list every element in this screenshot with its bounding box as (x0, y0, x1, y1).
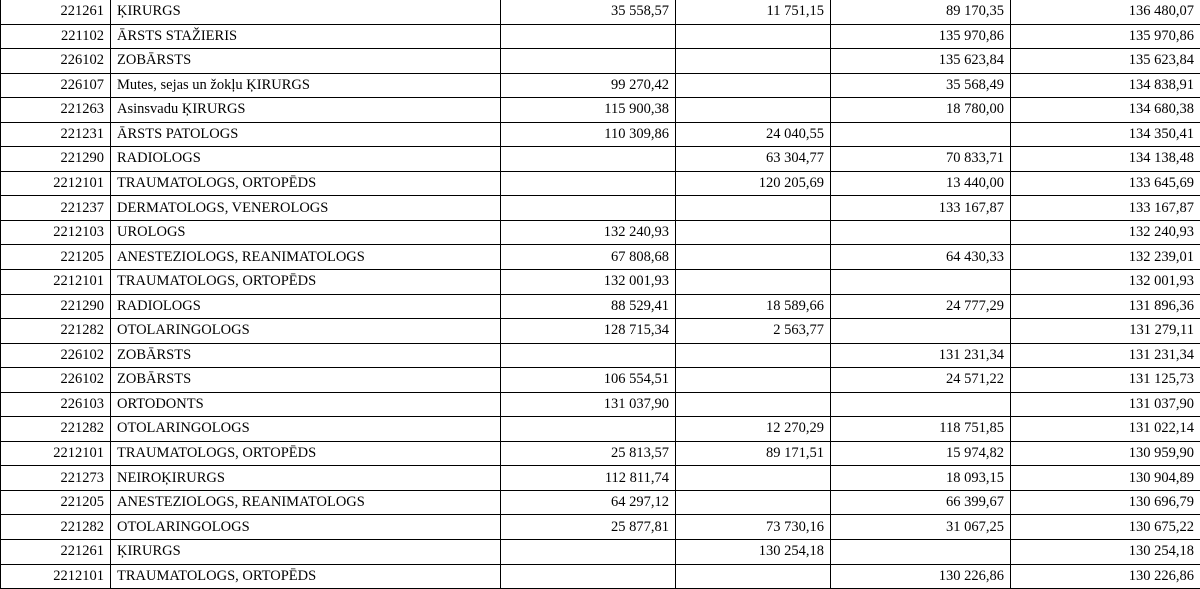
cell-profession: NEIROĶIRURGS (111, 466, 501, 491)
table-row (1, 122, 1200, 147)
cell-total: 134 838,91 (1011, 73, 1200, 98)
cell-amount-3: 13 440,00 (831, 171, 1011, 196)
cell-profession: OTOLARINGOLOGS (111, 417, 501, 442)
cell-total: 134 350,41 (1011, 122, 1200, 147)
table-row (1, 0, 1200, 24)
cell-profession: Asinsvadu ĶIRURGS (111, 98, 501, 123)
table-row (1, 319, 1200, 344)
cell-amount-3: 66 399,67 (831, 490, 1011, 515)
cell-profession: ĶIRURGS (111, 0, 501, 24)
table-row (1, 49, 1200, 74)
cell-code: 2212101 (1, 171, 111, 196)
cell-amount-2: 130 254,18 (676, 540, 831, 565)
cell-profession: ĀRSTS STAŽIERIS (111, 24, 501, 49)
cell-amount-3: 131 231,34 (831, 343, 1011, 368)
cell-amount-2: 11 751,15 (676, 0, 831, 24)
cell-code: 221290 (1, 147, 111, 172)
cell-amount-3: 24 571,22 (831, 368, 1011, 393)
cell-amount-2 (676, 564, 831, 589)
cell-amount-2: 2 563,77 (676, 319, 831, 344)
cell-amount-2: 73 730,16 (676, 515, 831, 540)
cell-amount-1: 88 529,41 (501, 294, 676, 319)
cell-code: 221205 (1, 245, 111, 270)
cell-code: 226107 (1, 73, 111, 98)
cell-amount-3 (831, 270, 1011, 295)
cell-amount-1: 25 813,57 (501, 441, 676, 466)
table-row (1, 220, 1200, 245)
table-row (1, 270, 1200, 295)
table-row (1, 24, 1200, 49)
cell-amount-3 (831, 220, 1011, 245)
cell-profession: ZOBĀRSTS (111, 343, 501, 368)
cell-amount-3 (831, 122, 1011, 147)
cell-amount-3: 15 974,82 (831, 441, 1011, 466)
cell-profession: ZOBĀRSTS (111, 368, 501, 393)
cell-amount-2 (676, 24, 831, 49)
cell-amount-2 (676, 490, 831, 515)
cell-code: 221282 (1, 515, 111, 540)
cell-total: 130 675,22 (1011, 515, 1200, 540)
cell-total: 130 696,79 (1011, 490, 1200, 515)
cell-amount-1 (501, 49, 676, 74)
cell-code: 2212103 (1, 220, 111, 245)
cell-amount-2: 63 304,77 (676, 147, 831, 172)
cell-code: 221261 (1, 0, 111, 24)
cell-code: 221290 (1, 294, 111, 319)
cell-total: 136 480,07 (1011, 0, 1200, 24)
table-row (1, 564, 1200, 589)
cell-profession: Mutes, sejas un žokļu ĶIRURGS (111, 73, 501, 98)
cell-amount-2 (676, 196, 831, 221)
cell-total: 135 970,86 (1011, 24, 1200, 49)
cell-amount-2: 12 270,29 (676, 417, 831, 442)
cell-total: 130 254,18 (1011, 540, 1200, 565)
table-row (1, 196, 1200, 221)
cell-total: 134 138,48 (1011, 147, 1200, 172)
cell-code: 2212101 (1, 564, 111, 589)
cell-amount-3: 135 623,84 (831, 49, 1011, 74)
table-row (1, 245, 1200, 270)
cell-profession: TRAUMATOLOGS, ORTOPĒDS (111, 270, 501, 295)
cell-profession: RADIOLOGS (111, 147, 501, 172)
cell-code: 221282 (1, 319, 111, 344)
cell-amount-1 (501, 147, 676, 172)
table-row (1, 73, 1200, 98)
cell-profession: UROLOGS (111, 220, 501, 245)
table-row (1, 98, 1200, 123)
cell-profession: ORTODONTS (111, 392, 501, 417)
cell-profession: OTOLARINGOLOGS (111, 319, 501, 344)
cell-amount-1 (501, 564, 676, 589)
cell-amount-1: 128 715,34 (501, 319, 676, 344)
cell-amount-2 (676, 466, 831, 491)
cell-amount-1 (501, 417, 676, 442)
table-row (1, 540, 1200, 565)
cell-amount-1: 67 808,68 (501, 245, 676, 270)
cell-total: 130 226,86 (1011, 564, 1200, 589)
cell-amount-3: 135 970,86 (831, 24, 1011, 49)
cell-amount-2 (676, 98, 831, 123)
table-row (1, 392, 1200, 417)
cell-amount-3: 133 167,87 (831, 196, 1011, 221)
cell-code: 2212101 (1, 441, 111, 466)
cell-amount-3: 31 067,25 (831, 515, 1011, 540)
cell-amount-1: 131 037,90 (501, 392, 676, 417)
cell-amount-2 (676, 392, 831, 417)
cell-profession: TRAUMATOLOGS, ORTOPĒDS (111, 564, 501, 589)
table-row (1, 147, 1200, 172)
cell-code: 221237 (1, 196, 111, 221)
cell-amount-1 (501, 171, 676, 196)
cell-amount-3 (831, 319, 1011, 344)
cell-profession: RADIOLOGS (111, 294, 501, 319)
cell-profession: ĶIRURGS (111, 540, 501, 565)
cell-amount-3: 64 430,33 (831, 245, 1011, 270)
cell-amount-1 (501, 540, 676, 565)
cell-amount-2 (676, 343, 831, 368)
table-row (1, 294, 1200, 319)
cell-amount-1: 35 558,57 (501, 0, 676, 24)
cell-amount-3: 24 777,29 (831, 294, 1011, 319)
cell-amount-1: 25 877,81 (501, 515, 676, 540)
cell-amount-3 (831, 540, 1011, 565)
cell-total: 131 022,14 (1011, 417, 1200, 442)
table-row (1, 343, 1200, 368)
cell-code: 221282 (1, 417, 111, 442)
cell-amount-1: 99 270,42 (501, 73, 676, 98)
cell-total: 131 231,34 (1011, 343, 1200, 368)
cell-amount-1: 132 240,93 (501, 220, 676, 245)
cell-profession: ĀRSTS PATOLOGS (111, 122, 501, 147)
cell-total: 132 001,93 (1011, 270, 1200, 295)
cell-amount-1 (501, 196, 676, 221)
cell-amount-3: 118 751,85 (831, 417, 1011, 442)
cell-amount-2: 120 205,69 (676, 171, 831, 196)
cell-profession: DERMATOLOGS, VENEROLOGS (111, 196, 501, 221)
cell-total: 133 167,87 (1011, 196, 1200, 221)
cell-total: 131 037,90 (1011, 392, 1200, 417)
cell-profession: TRAUMATOLOGS, ORTOPĒDS (111, 441, 501, 466)
cell-amount-3: 18 780,00 (831, 98, 1011, 123)
cell-amount-3 (831, 392, 1011, 417)
cell-total: 135 623,84 (1011, 49, 1200, 74)
table-body (1, 0, 1200, 589)
table-row (1, 417, 1200, 442)
table-row (1, 515, 1200, 540)
cell-profession: ANESTEZIOLOGS, REANIMATOLOGS (111, 490, 501, 515)
cell-code: 226102 (1, 368, 111, 393)
table-row (1, 171, 1200, 196)
cell-amount-2 (676, 49, 831, 74)
cell-amount-2: 89 171,51 (676, 441, 831, 466)
cell-amount-3: 130 226,86 (831, 564, 1011, 589)
cell-total: 132 239,01 (1011, 245, 1200, 270)
cell-code: 221273 (1, 466, 111, 491)
cell-amount-2 (676, 368, 831, 393)
cell-code: 221205 (1, 490, 111, 515)
cell-amount-1: 106 554,51 (501, 368, 676, 393)
cell-amount-3: 35 568,49 (831, 73, 1011, 98)
cell-amount-1: 112 811,74 (501, 466, 676, 491)
cell-total: 130 959,90 (1011, 441, 1200, 466)
cell-total: 133 645,69 (1011, 171, 1200, 196)
cell-total: 132 240,93 (1011, 220, 1200, 245)
cell-amount-1 (501, 343, 676, 368)
cell-code: 226103 (1, 392, 111, 417)
cell-profession: TRAUMATOLOGS, ORTOPĒDS (111, 171, 501, 196)
cell-amount-2 (676, 220, 831, 245)
cell-total: 130 904,89 (1011, 466, 1200, 491)
cell-amount-2: 18 589,66 (676, 294, 831, 319)
table-row (1, 441, 1200, 466)
cell-total: 131 279,11 (1011, 319, 1200, 344)
cell-amount-2 (676, 270, 831, 295)
cell-amount-1: 115 900,38 (501, 98, 676, 123)
cell-code: 2212101 (1, 270, 111, 295)
cell-amount-3: 18 093,15 (831, 466, 1011, 491)
cell-amount-3: 70 833,71 (831, 147, 1011, 172)
cell-amount-2: 24 040,55 (676, 122, 831, 147)
cell-code: 221102 (1, 24, 111, 49)
cell-code: 221261 (1, 540, 111, 565)
cell-amount-1: 110 309,86 (501, 122, 676, 147)
cell-code: 226102 (1, 49, 111, 74)
cell-total: 134 680,38 (1011, 98, 1200, 123)
cell-amount-1: 64 297,12 (501, 490, 676, 515)
table-row (1, 490, 1200, 515)
cell-profession: OTOLARINGOLOGS (111, 515, 501, 540)
cell-profession: ANESTEZIOLOGS, REANIMATOLOGS (111, 245, 501, 270)
cell-profession: ZOBĀRSTS (111, 49, 501, 74)
cell-amount-1 (501, 24, 676, 49)
cell-amount-1: 132 001,93 (501, 270, 676, 295)
cell-code: 226102 (1, 343, 111, 368)
cell-code: 221231 (1, 122, 111, 147)
table-row (1, 368, 1200, 393)
cell-amount-2 (676, 73, 831, 98)
cell-code: 221263 (1, 98, 111, 123)
table-row (1, 466, 1200, 491)
cell-total: 131 125,73 (1011, 368, 1200, 393)
cell-amount-3: 89 170,35 (831, 0, 1011, 24)
cell-amount-2 (676, 245, 831, 270)
cell-total: 131 896,36 (1011, 294, 1200, 319)
